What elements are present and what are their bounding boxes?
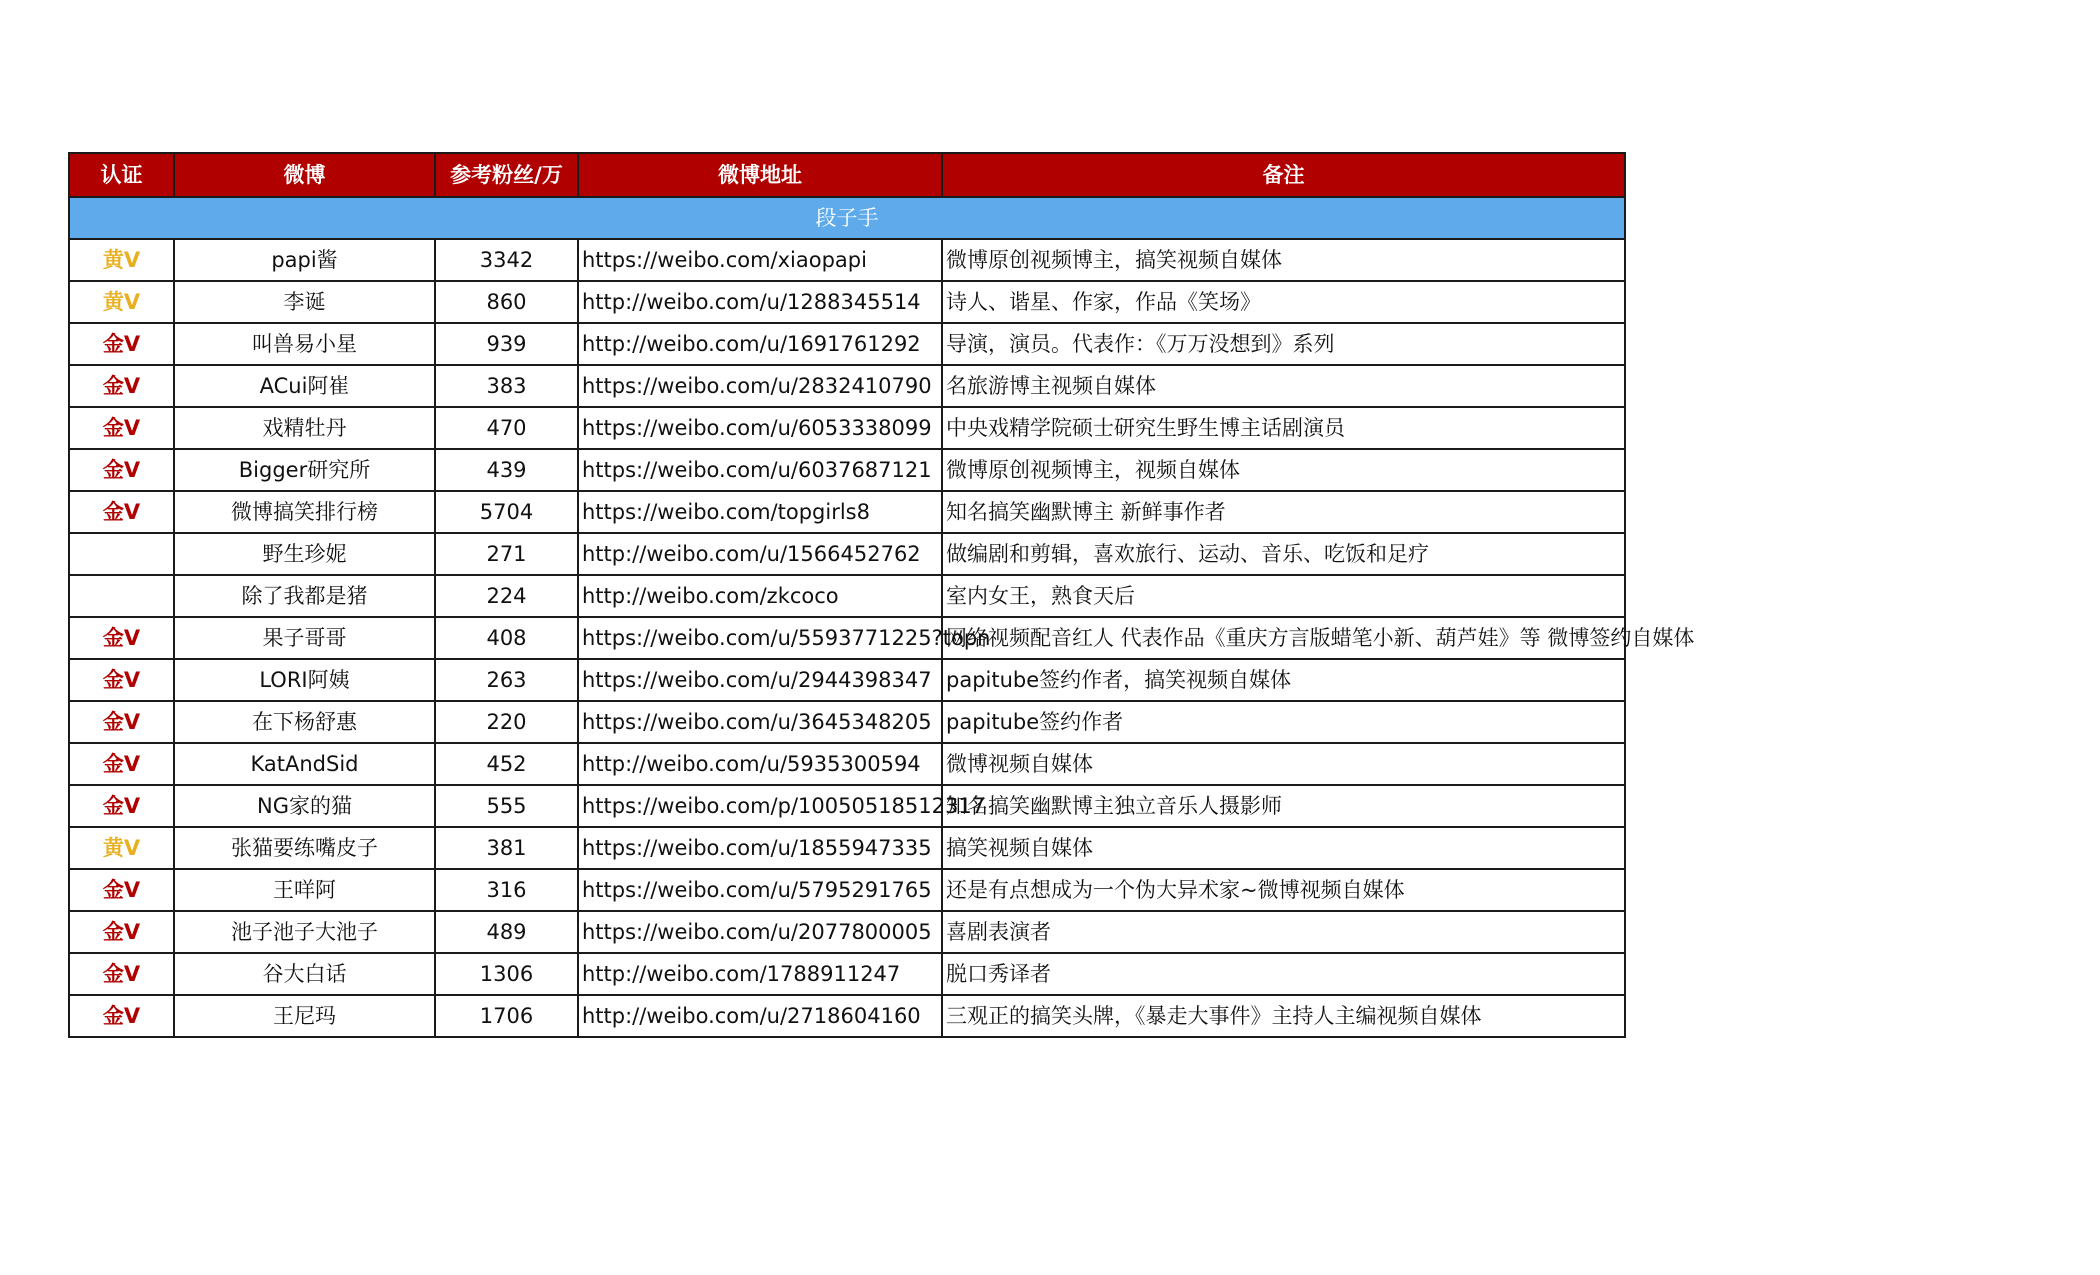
weibo-name-cell[interactable]: 微博搞笑排行榜 bbox=[174, 491, 435, 533]
fans-cell[interactable]: 263 bbox=[435, 659, 578, 701]
note-cell[interactable]: 三观正的搞笑头牌，《暴走大事件》主持人主编视频自媒体 bbox=[942, 995, 1625, 1037]
fans-cell[interactable]: 1706 bbox=[435, 995, 578, 1037]
table-row bbox=[69, 785, 1625, 827]
note-cell[interactable]: 还是有点想成为一个伪大异术家~微博视频自媒体 bbox=[942, 869, 1625, 911]
note-cell[interactable]: 喜剧表演者 bbox=[942, 911, 1625, 953]
note-cell[interactable]: 微博视频自媒体 bbox=[942, 743, 1625, 785]
cert-cell[interactable]: 金V bbox=[69, 659, 174, 701]
note-cell[interactable]: papitube签约作者，搞笑视频自媒体 bbox=[942, 659, 1625, 701]
fans-cell[interactable]: 555 bbox=[435, 785, 578, 827]
url-cell[interactable]: https://weibo.com/xiaopapi bbox=[578, 239, 942, 281]
weibo-name-cell[interactable]: 王尼玛 bbox=[174, 995, 435, 1037]
table-row bbox=[69, 575, 1625, 617]
table-row bbox=[69, 365, 1625, 407]
weibo-name-cell[interactable]: 在下杨舒惠 bbox=[174, 701, 435, 743]
table-row bbox=[69, 827, 1625, 869]
fans-cell[interactable]: 220 bbox=[435, 701, 578, 743]
table-row bbox=[69, 491, 1625, 533]
fans-cell[interactable]: 3342 bbox=[435, 239, 578, 281]
table-row bbox=[69, 953, 1625, 995]
url-cell[interactable]: https://weibo.com/u/6037687121 bbox=[578, 449, 942, 491]
url-cell[interactable]: http://weibo.com/1788911247 bbox=[578, 953, 942, 995]
url-cell[interactable]: https://weibo.com/u/5795291765 bbox=[578, 869, 942, 911]
note-cell[interactable]: 中央戏精学院硕士研究生野生博主话剧演员 bbox=[942, 407, 1625, 449]
cert-cell[interactable]: 金V bbox=[69, 365, 174, 407]
note-cell[interactable]: 微博原创视频博主，视频自媒体 bbox=[942, 449, 1625, 491]
note-cell[interactable]: 网络视频配音红人 代表作品《重庆方言版蜡笔小新、葫芦娃》等 微博签约自媒体 bbox=[942, 617, 1625, 659]
table-row bbox=[69, 533, 1625, 575]
note-cell[interactable]: 知名搞笑幽默博主 新鲜事作者 bbox=[942, 491, 1625, 533]
url-cell[interactable]: https://weibo.com/p/10050518512317 bbox=[578, 785, 942, 827]
header-fans[interactable]: 参考粉丝/万 bbox=[435, 153, 578, 197]
note-cell[interactable]: 室内女王，熟食天后 bbox=[942, 575, 1625, 617]
weibo-name-cell[interactable]: papi酱 bbox=[174, 239, 435, 281]
cert-cell[interactable]: 黄V bbox=[69, 239, 174, 281]
cert-cell[interactable]: 金V bbox=[69, 323, 174, 365]
cert-cell[interactable]: 金V bbox=[69, 407, 174, 449]
table-row bbox=[69, 911, 1625, 953]
fans-cell[interactable]: 439 bbox=[435, 449, 578, 491]
url-cell[interactable]: https://weibo.com/u/2077800005 bbox=[578, 911, 942, 953]
table-row bbox=[69, 869, 1625, 911]
note-cell[interactable]: 导演，演员。代表作：《万万没想到》系列 bbox=[942, 323, 1625, 365]
cert-cell[interactable]: 金V bbox=[69, 785, 174, 827]
weibo-name-cell[interactable]: 除了我都是猪 bbox=[174, 575, 435, 617]
url-cell[interactable]: https://weibo.com/u/6053338099 bbox=[578, 407, 942, 449]
cert-cell[interactable]: 金V bbox=[69, 911, 174, 953]
weibo-name-cell[interactable]: 戏精牡丹 bbox=[174, 407, 435, 449]
fans-cell[interactable]: 408 bbox=[435, 617, 578, 659]
section-row bbox=[69, 197, 1625, 239]
url-cell[interactable]: http://weibo.com/u/1691761292 bbox=[578, 323, 942, 365]
cert-cell[interactable]: 金V bbox=[69, 869, 174, 911]
fans-cell[interactable]: 271 bbox=[435, 533, 578, 575]
note-cell[interactable]: 微博原创视频博主，搞笑视频自媒体 bbox=[942, 239, 1625, 281]
cert-cell[interactable]: 金V bbox=[69, 995, 174, 1037]
weibo-name-cell[interactable]: 果子哥哥 bbox=[174, 617, 435, 659]
note-cell[interactable]: 名旅游博主视频自媒体 bbox=[942, 365, 1625, 407]
note-cell[interactable]: papitube签约作者 bbox=[942, 701, 1625, 743]
weibo-name-cell[interactable]: KatAndSid bbox=[174, 743, 435, 785]
weibo-name-cell[interactable]: Bigger研究所 bbox=[174, 449, 435, 491]
table-row bbox=[69, 323, 1625, 365]
table-row bbox=[69, 995, 1625, 1037]
table-row bbox=[69, 617, 1625, 659]
note-cell[interactable]: 搞笑视频自媒体 bbox=[942, 827, 1625, 869]
note-cell[interactable]: 做编剧和剪辑，喜欢旅行、运动、音乐、吃饭和足疗 bbox=[942, 533, 1625, 575]
cert-cell[interactable]: 金V bbox=[69, 701, 174, 743]
cert-cell[interactable]: 黄V bbox=[69, 827, 174, 869]
weibo-name-cell[interactable]: LORI阿姨 bbox=[174, 659, 435, 701]
header-row bbox=[69, 153, 1625, 197]
cert-cell[interactable]: 金V bbox=[69, 953, 174, 995]
note-cell[interactable]: 脱口秀译者 bbox=[942, 953, 1625, 995]
weibo-name-cell[interactable]: ACui阿崔 bbox=[174, 365, 435, 407]
url-cell[interactable]: https://weibo.com/u/1855947335 bbox=[578, 827, 942, 869]
spreadsheet-table bbox=[68, 152, 1695, 1038]
weibo-name-cell[interactable]: 李诞 bbox=[174, 281, 435, 323]
table-row bbox=[69, 701, 1625, 743]
cert-cell[interactable]: 金V bbox=[69, 617, 174, 659]
cert-cell[interactable] bbox=[69, 575, 174, 617]
weibo-name-cell[interactable]: 池子池子大池子 bbox=[174, 911, 435, 953]
table-row bbox=[69, 659, 1625, 701]
url-cell[interactable]: http://weibo.com/u/1566452762 bbox=[578, 533, 942, 575]
fans-cell[interactable]: 381 bbox=[435, 827, 578, 869]
cert-cell[interactable]: 黄V bbox=[69, 281, 174, 323]
url-cell[interactable]: https://weibo.com/u/3645348205 bbox=[578, 701, 942, 743]
header-note[interactable]: 备注 bbox=[942, 153, 1625, 197]
fans-cell[interactable]: 316 bbox=[435, 869, 578, 911]
table-row bbox=[69, 281, 1625, 323]
section-title[interactable]: 段子手 bbox=[69, 197, 1625, 239]
header-cert[interactable]: 认证 bbox=[69, 153, 174, 197]
url-cell[interactable]: http://weibo.com/u/2718604160 bbox=[578, 995, 942, 1037]
weibo-name-cell[interactable]: NG家的猫 bbox=[174, 785, 435, 827]
weibo-name-cell[interactable]: 王咩阿 bbox=[174, 869, 435, 911]
cert-cell[interactable]: 金V bbox=[69, 449, 174, 491]
fans-cell[interactable]: 939 bbox=[435, 323, 578, 365]
cert-cell[interactable]: 金V bbox=[69, 743, 174, 785]
cert-cell[interactable] bbox=[69, 533, 174, 575]
fans-cell[interactable]: 489 bbox=[435, 911, 578, 953]
table-row bbox=[69, 407, 1625, 449]
fans-cell[interactable]: 470 bbox=[435, 407, 578, 449]
fans-cell[interactable]: 383 bbox=[435, 365, 578, 407]
cert-cell[interactable]: 金V bbox=[69, 491, 174, 533]
header-weibo[interactable]: 微博 bbox=[174, 153, 435, 197]
url-cell[interactable]: http://weibo.com/zkcoco bbox=[578, 575, 942, 617]
fans-cell[interactable]: 224 bbox=[435, 575, 578, 617]
weibo-name-cell[interactable]: 叫兽易小星 bbox=[174, 323, 435, 365]
table-row bbox=[69, 239, 1625, 281]
table-row bbox=[69, 449, 1625, 491]
url-cell[interactable]: https://weibo.com/u/2832410790 bbox=[578, 365, 942, 407]
note-cell[interactable]: 知名搞笑幽默博主独立音乐人摄影师 bbox=[942, 785, 1625, 827]
table-row bbox=[69, 743, 1625, 785]
fans-cell[interactable]: 5704 bbox=[435, 491, 578, 533]
url-cell[interactable]: https://weibo.com/u/2944398347 bbox=[578, 659, 942, 701]
weibo-name-cell[interactable]: 野生珍妮 bbox=[174, 533, 435, 575]
url-cell[interactable]: http://weibo.com/u/5935300594 bbox=[578, 743, 942, 785]
note-cell[interactable]: 诗人、谐星、作家，作品《笑场》 bbox=[942, 281, 1625, 323]
fans-cell[interactable]: 1306 bbox=[435, 953, 578, 995]
url-cell[interactable]: https://weibo.com/topgirls8 bbox=[578, 491, 942, 533]
url-cell[interactable]: http://weibo.com/u/1288345514 bbox=[578, 281, 942, 323]
header-url[interactable]: 微博地址 bbox=[578, 153, 942, 197]
fans-cell[interactable]: 860 bbox=[435, 281, 578, 323]
weibo-name-cell[interactable]: 张猫要练嘴皮子 bbox=[174, 827, 435, 869]
weibo-name-cell[interactable]: 谷大白话 bbox=[174, 953, 435, 995]
url-cell[interactable]: https://weibo.com/u/5593771225?topn bbox=[578, 617, 942, 659]
fans-cell[interactable]: 452 bbox=[435, 743, 578, 785]
